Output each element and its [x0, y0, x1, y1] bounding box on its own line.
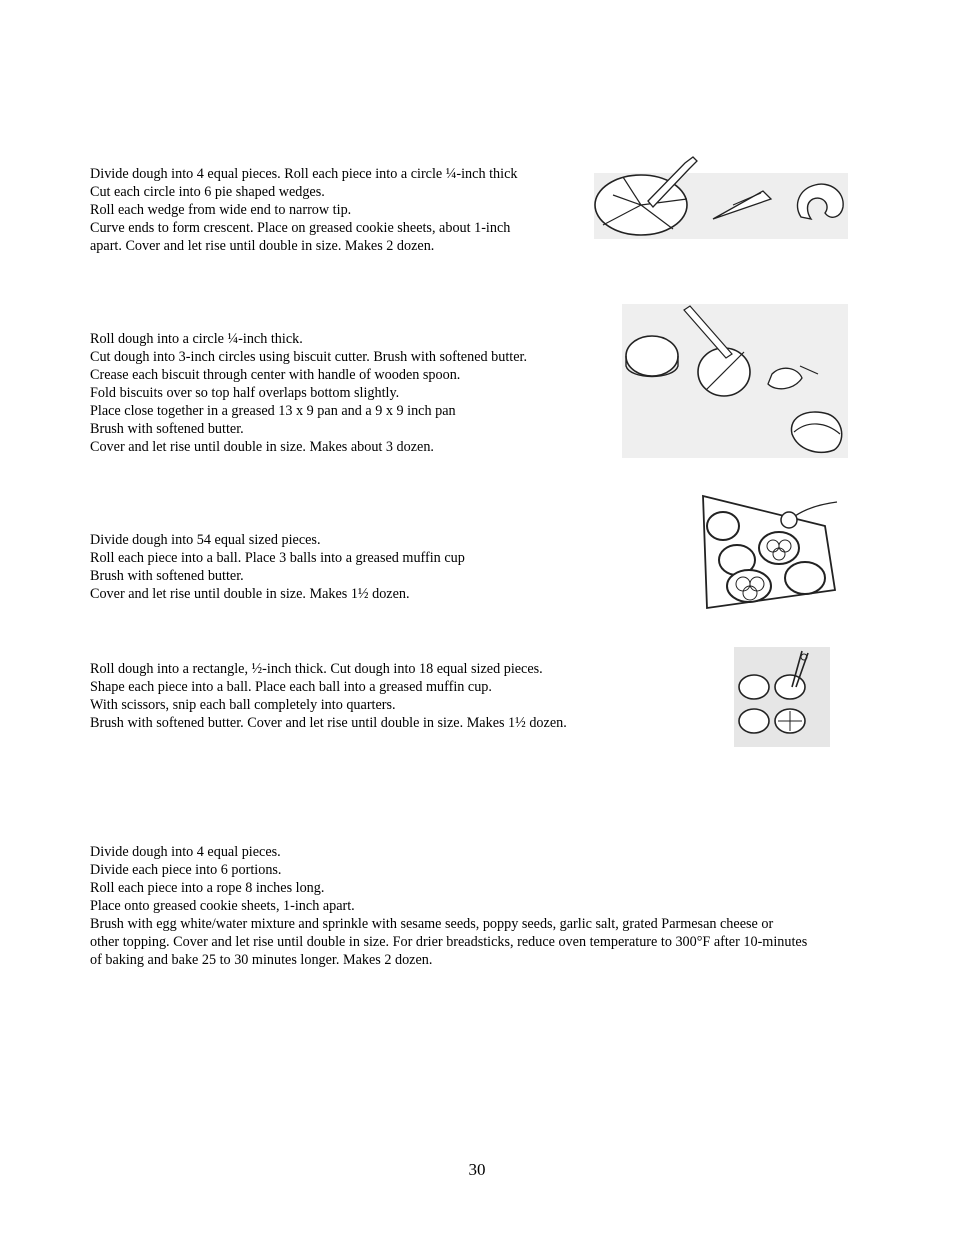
breadsticks-instructions [90, 843, 807, 969]
instruction-line: apart. Cover and let rise until double in size. Makes 2 dozen. [90, 238, 435, 254]
crescent-illustration [593, 155, 849, 241]
instruction-line: Divide each piece into 6 portions. [90, 862, 282, 878]
instruction-line: Roll dough into a circle ¼-inch thick. [90, 331, 303, 347]
instruction-line: Curve ends to form crescent. Place on greased cookie sheets, about 1-inch [90, 220, 511, 236]
instruction-line: Divide dough into 54 equal sized pieces. [90, 532, 321, 548]
instruction-line: other topping. Cover and let rise until double in size. For drier breadsticks, reduce oven temperature to 300°F after 10-minutes [90, 934, 808, 950]
cloverleaf-illustration [697, 490, 839, 610]
snipped-rolls-illustration [734, 647, 830, 747]
instruction-line: Place close together in a greased 13 x 9 pan and a 9 x 9 inch pan [90, 403, 456, 419]
instruction-line: Roll each piece into a ball. Place 3 balls into a greased muffin cup [90, 550, 465, 566]
instruction-line: Crease each biscuit through center with handle of wooden spoon. [90, 367, 461, 383]
page-number: 30 [468, 1160, 486, 1179]
instruction-line: Cover and let rise until double in size. Makes 1½ dozen. [90, 586, 410, 602]
instruction-line: Divide dough into 4 equal pieces. Roll each piece into a circle ¼-inch thick [90, 166, 518, 182]
instruction-line: Brush with egg white/water mixture and sprinkle with sesame seeds, poppy seeds, garlic salt, grated Parmesan cheese or [90, 916, 774, 932]
instruction-line: Roll each piece into a rope 8 inches long. [90, 880, 325, 896]
cloverleaf-instructions [90, 531, 465, 603]
instruction-line: Brush with softened butter. Cover and let rise until double in size. Makes 1½ dozen. [90, 715, 567, 731]
instruction-line: Place onto greased cookie sheets, 1-inch apart. [90, 898, 355, 914]
pocketbook-illustration [622, 304, 848, 458]
instruction-line: Divide dough into 4 equal pieces. [90, 844, 281, 860]
instruction-line: Fold biscuits over so top half overlaps bottom slightly. [90, 385, 400, 401]
pocketbook-instructions [90, 330, 527, 456]
instruction-line: Cut dough into 3-inch circles using biscuit cutter. Brush with softened butter. [90, 349, 527, 365]
instruction-line: Brush with softened butter. [90, 568, 244, 584]
crescent-instructions [90, 165, 517, 255]
instruction-line: of baking and bake 25 to 30 minutes longer. Makes 2 dozen. [90, 952, 433, 968]
instruction-line: Shape each piece into a ball. Place each ball into a greased muffin cup. [90, 679, 492, 695]
instruction-line: Roll each wedge from wide end to narrow tip. [90, 202, 352, 218]
snipped-rolls-instructions [90, 660, 567, 732]
instruction-line: Cut each circle into 6 pie shaped wedges. [90, 184, 325, 200]
instruction-line: Brush with softened butter. [90, 421, 244, 437]
instruction-line: Roll dough into a rectangle, ½-inch thick. Cut dough into 18 equal sized pieces. [90, 661, 543, 677]
instruction-line: Cover and let rise until double in size. Makes about 3 dozen. [90, 439, 434, 455]
instruction-line: With scissors, snip each ball completely into quarters. [90, 697, 396, 713]
